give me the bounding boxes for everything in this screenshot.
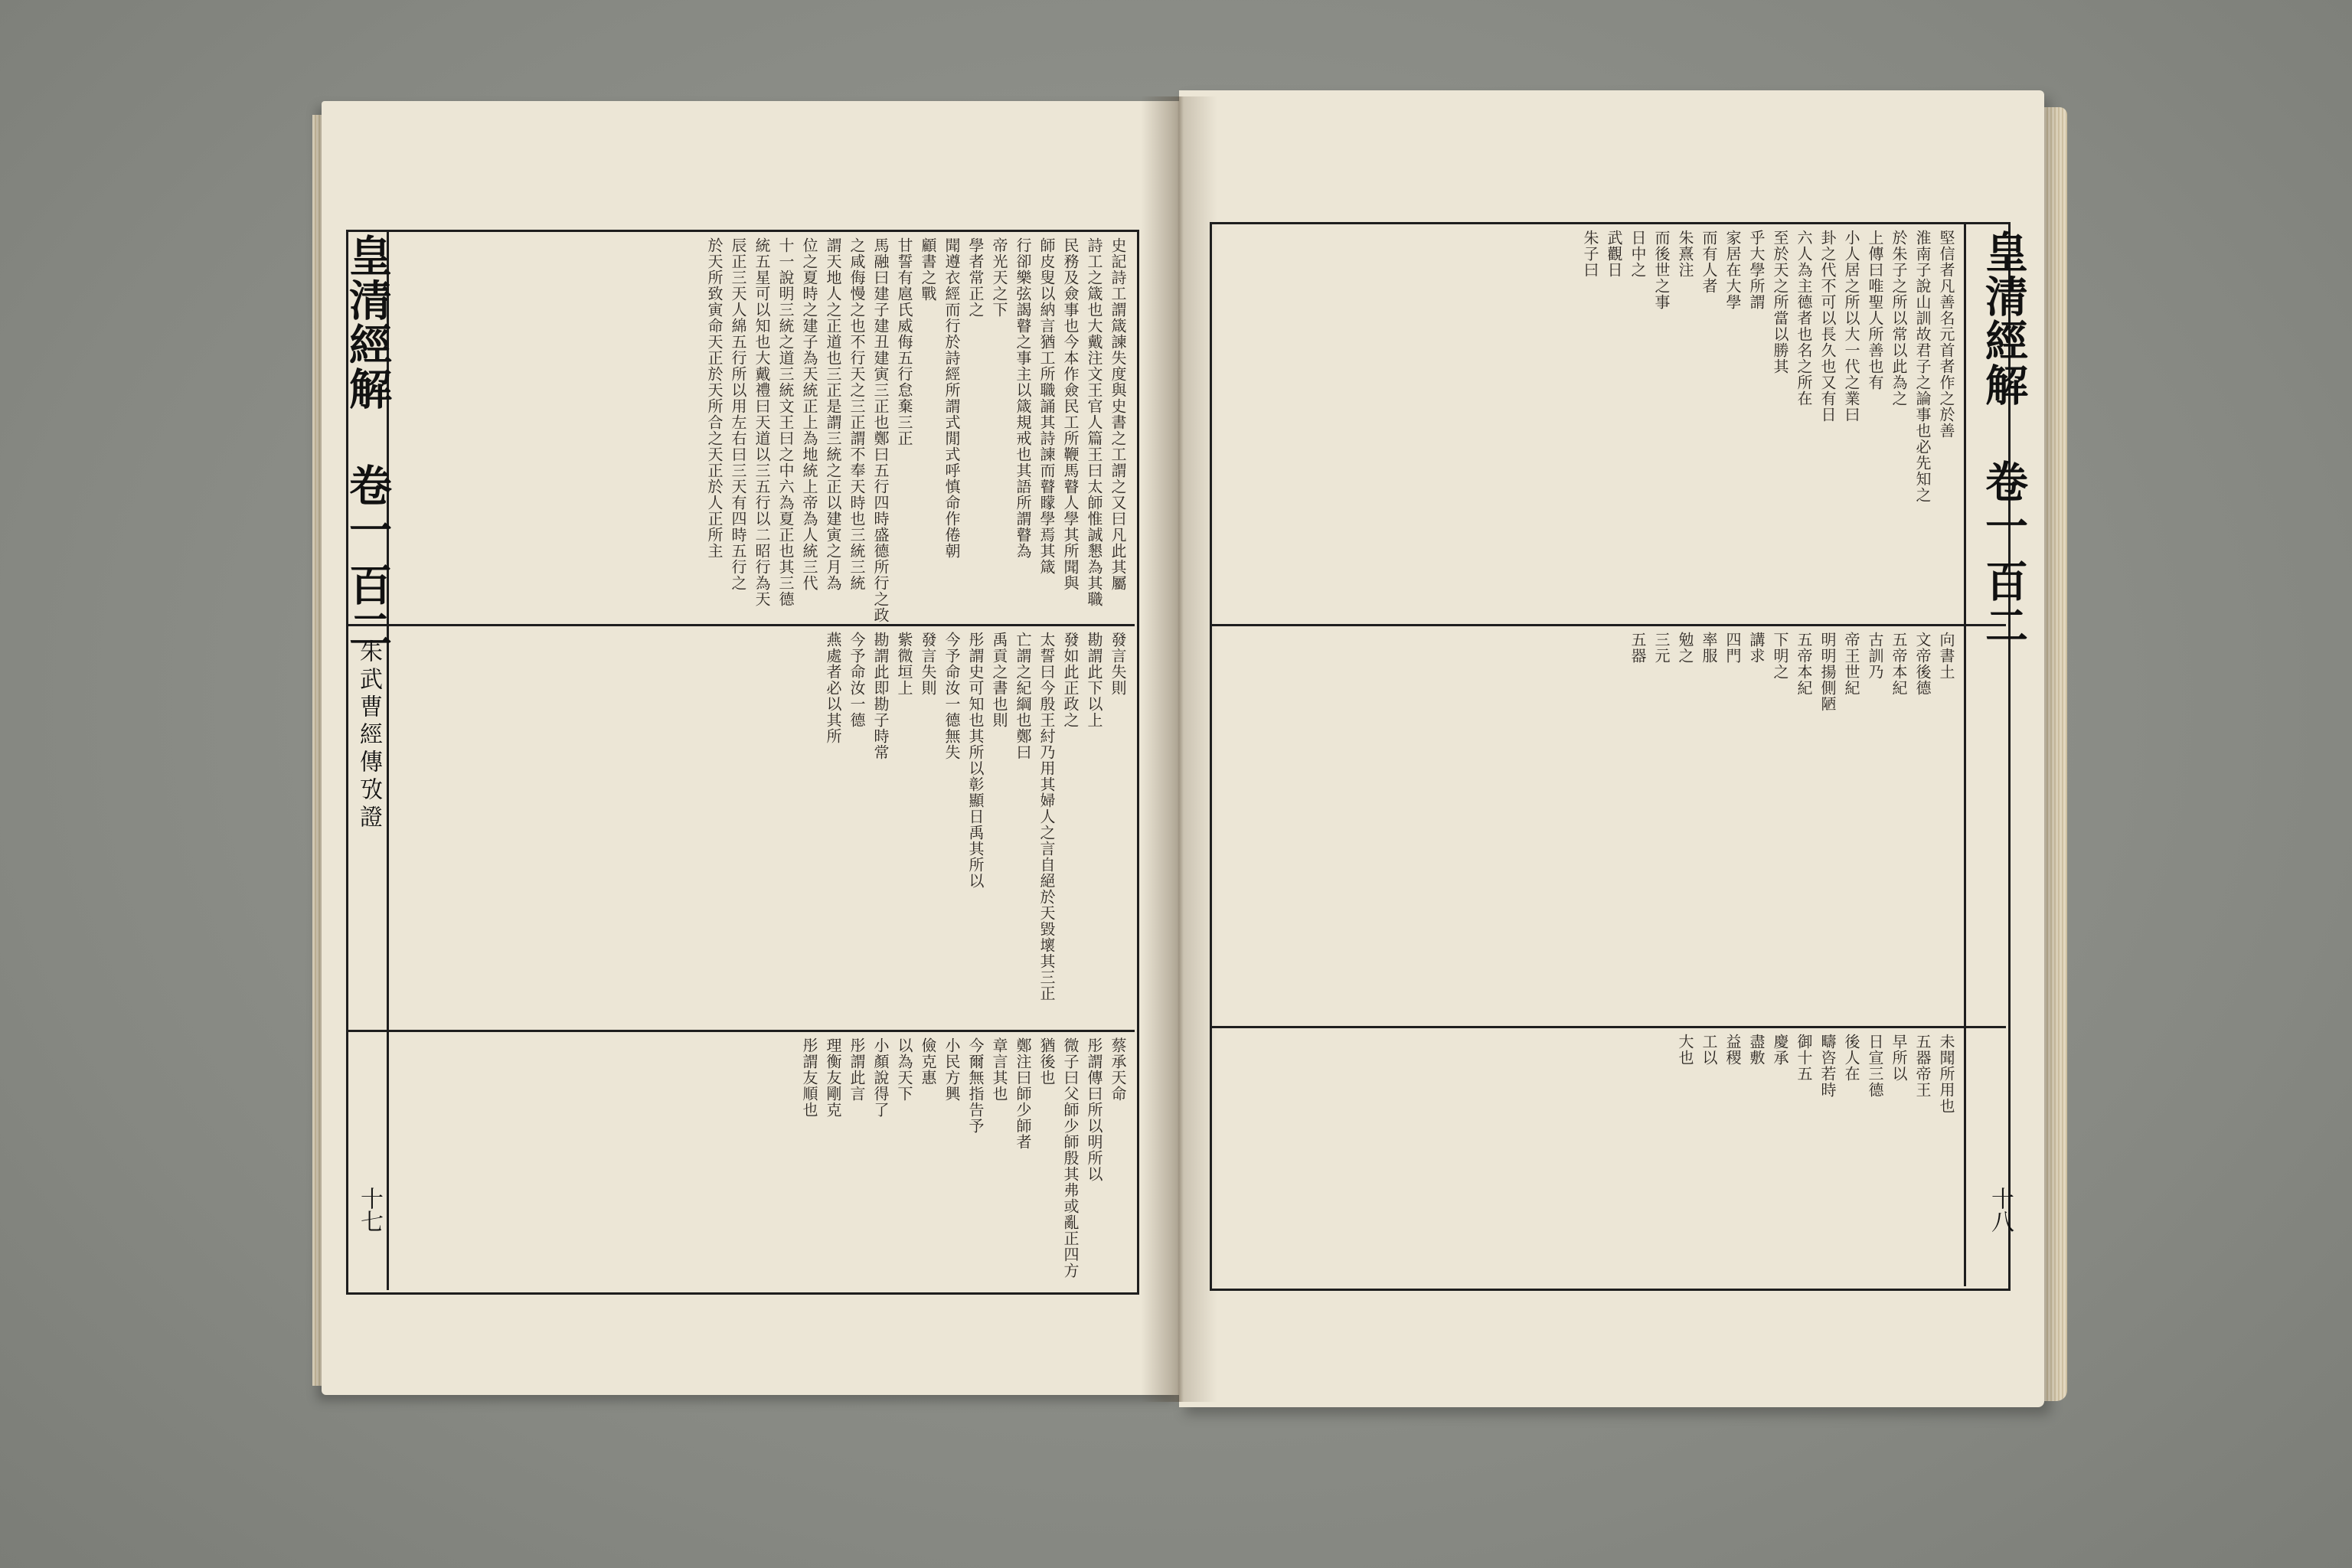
text-column: 史記詩工謂箴諫失度與史書之工謂之又曰凡此其屬 (1109, 237, 1127, 591)
text-column: 五帝本紀 (1890, 632, 1908, 696)
text-column: 之咸侮慢之也不行天之三正謂不奉天時也三統三統 (848, 237, 866, 591)
text-column: 甘誓有扈氏威侮五行怠棄三正 (895, 237, 913, 446)
text-column: 家居在大學 (1723, 230, 1742, 310)
text-column: 詩工之箴也大戴注文王官人篇王曰太師惟誠懇為其職 (1085, 237, 1103, 607)
text-column: 蔡承天命 (1109, 1037, 1127, 1102)
text-column: 朱子曰 (1581, 230, 1599, 278)
text-column: 五器帝王 (1913, 1034, 1932, 1098)
right-bottom-register (1219, 1034, 1954, 1279)
text-column: 燕處者必以其所 (824, 632, 842, 744)
text-column: 早所以 (1890, 1034, 1908, 1082)
left-register-line-2 (346, 1030, 1135, 1032)
right-series-title: 皇清經解 (1978, 230, 2029, 407)
text-column: 鄭注曰師少師者 (1014, 1037, 1032, 1150)
text-column: 於天所致寅命天正於天所合之天正於人正所主 (705, 237, 724, 559)
text-column: 乎大學所謂 (1747, 230, 1766, 310)
text-column: 五器 (1628, 632, 1647, 664)
left-folio: 十七 (356, 1187, 383, 1233)
text-column: 大也 (1676, 1034, 1694, 1066)
text-column: 微子曰父師少師殷其弗或亂正四方 (1061, 1037, 1080, 1279)
text-column: 後人在 (1842, 1034, 1860, 1082)
text-column: 小顏說得了 (871, 1037, 890, 1118)
text-column: 發如此正政之 (1061, 632, 1080, 728)
text-column: 彤謂傳曰所以明所以 (1085, 1037, 1103, 1182)
text-column: 位之夏時之建子為天統正上為地統上帝為人統三代 (800, 237, 818, 591)
text-column: 上傳曰唯聖人所善也有 (1866, 230, 1884, 390)
text-column: 辰正三天人綿五行所以用左右曰三天有四時五行之 (729, 237, 747, 591)
left-bottom-register (394, 1037, 1125, 1282)
left-series-title: 皇清經解 (342, 234, 393, 411)
text-column: 彤謂史可知也其所以彰顯日禹其所以 (966, 632, 985, 889)
text-column: 亡謂之紀綱也鄭曰 (1014, 632, 1032, 760)
text-column: 發言失則 (1109, 632, 1127, 696)
text-column: 文帝後德 (1913, 632, 1932, 696)
text-column: 四門 (1723, 632, 1742, 664)
text-column: 彤謂此言 (848, 1037, 866, 1102)
text-column: 今予命汝一德無失 (942, 632, 961, 760)
text-column: 武觀日 (1605, 230, 1623, 278)
text-column: 今予命汝一德 (848, 632, 866, 728)
text-column: 卦之代不可以長久也又有日 (1818, 230, 1837, 423)
text-column: 禹貢之書也則 (990, 632, 1008, 728)
left-book-title: 朱武曹經傳攷證 (355, 639, 382, 832)
text-column: 太誓曰今殷王紂乃用其婦人之言自絕於天毀壞其三正 (1037, 632, 1056, 1001)
text-column: 盡敷 (1747, 1034, 1766, 1066)
text-column: 日中之 (1628, 230, 1647, 278)
text-column: 益稷 (1723, 1034, 1742, 1066)
text-column: 向書土 (1937, 632, 1955, 680)
text-column: 勘謂此即勘子時常 (871, 632, 890, 760)
text-column: 謂天地人之正道也三正是謂三統之正以建寅之月為 (824, 237, 842, 591)
text-column: 小人居之所以大一代之業曰 (1842, 230, 1860, 423)
text-column: 統五星可以知也大戴禮曰天道以三五行以二昭行為天 (753, 237, 771, 607)
text-column: 下明之 (1771, 632, 1789, 680)
text-column: 而有人者 (1700, 230, 1718, 294)
text-column: 顧書之戰 (919, 237, 937, 302)
text-column: 三元 (1652, 632, 1671, 664)
text-column: 慶承 (1771, 1034, 1789, 1066)
right-band-rule (1964, 222, 1966, 1286)
text-column: 疇咨若時 (1818, 1034, 1837, 1098)
text-column: 發言失則 (919, 632, 937, 696)
text-column: 勉之 (1676, 632, 1694, 664)
text-column: 師皮叟以納言猶工所職誦其詩諫而瞽矇學焉其箴 (1037, 237, 1056, 575)
text-column: 行卻樂弦謁瞽之事主以箴規戒也其語所謂瞽為 (1014, 237, 1032, 559)
text-column: 儉克惠 (919, 1037, 937, 1086)
text-column: 彤謂友順也 (800, 1037, 818, 1118)
text-column: 淮南子說山訓故君子之論事也必先知之 (1913, 230, 1932, 503)
text-column: 明明揚側陋 (1818, 632, 1837, 712)
text-column: 工以 (1700, 1034, 1718, 1066)
text-column: 理衡友剛克 (824, 1037, 842, 1118)
text-column: 於朱子之所以常以此為之 (1890, 230, 1908, 407)
text-column: 帝光天之下 (990, 237, 1008, 318)
text-column: 朱熹注 (1676, 230, 1694, 278)
text-column: 章言其也 (990, 1037, 1008, 1102)
text-column: 紫微垣上 (895, 632, 913, 696)
text-column: 馬融曰建子建丑建寅三正也鄭曰五行四時盛德所行之政 (871, 237, 890, 623)
right-folio: 十八 (1987, 1187, 2014, 1233)
left-volume-suffix: 百二 (342, 563, 393, 652)
text-column: 帝王世紀 (1842, 632, 1860, 696)
left-register-line-1 (346, 624, 1135, 626)
text-column: 堅信者凡善名元首者作之於善 (1937, 230, 1955, 439)
text-column: 未聞所用也 (1937, 1034, 1955, 1114)
text-column: 小民方興 (942, 1037, 961, 1102)
text-column: 十一說明三統之道三統文王曰之中六為夏正也其三德 (776, 237, 795, 607)
left-top-register (394, 237, 1127, 623)
text-column: 率服 (1700, 632, 1718, 664)
text-column: 勘謂此下以上 (1085, 632, 1103, 728)
text-column: 講求 (1747, 632, 1766, 664)
text-column: 古訓乃 (1866, 632, 1884, 680)
text-column: 御十五 (1795, 1034, 1813, 1082)
text-column: 今爾無指告予 (966, 1037, 985, 1134)
text-column: 聞遵衣經而行於詩經所謂式閒式呼慎命作倦朝 (942, 237, 961, 559)
right-volume: 卷一 (1978, 459, 2029, 548)
left-middle-register (394, 632, 1125, 1022)
right-register-line-2 (1210, 1026, 2006, 1028)
right-volume-suffix: 百二 (1978, 559, 2029, 648)
text-column: 五帝本紀 (1795, 632, 1813, 696)
right-middle-register (1219, 632, 1954, 1018)
text-column: 至於天之所當以勝其 (1771, 230, 1789, 374)
text-column: 日宣三德 (1866, 1034, 1884, 1098)
text-column: 而後世之事 (1652, 230, 1671, 310)
left-volume: 卷一 (342, 463, 393, 552)
text-column: 六人為主德者也名之所在 (1795, 230, 1813, 407)
right-register-line-1 (1210, 624, 2006, 626)
text-column: 猶後也 (1037, 1037, 1056, 1086)
book-gutter (1141, 96, 1217, 1402)
text-column: 民務及僉事也今本作僉民工所鞭馬瞽人學其所聞與 (1061, 237, 1080, 591)
text-column: 學者常正之 (966, 237, 985, 318)
text-column: 以為天下 (895, 1037, 913, 1102)
right-top-register (1219, 230, 1954, 616)
